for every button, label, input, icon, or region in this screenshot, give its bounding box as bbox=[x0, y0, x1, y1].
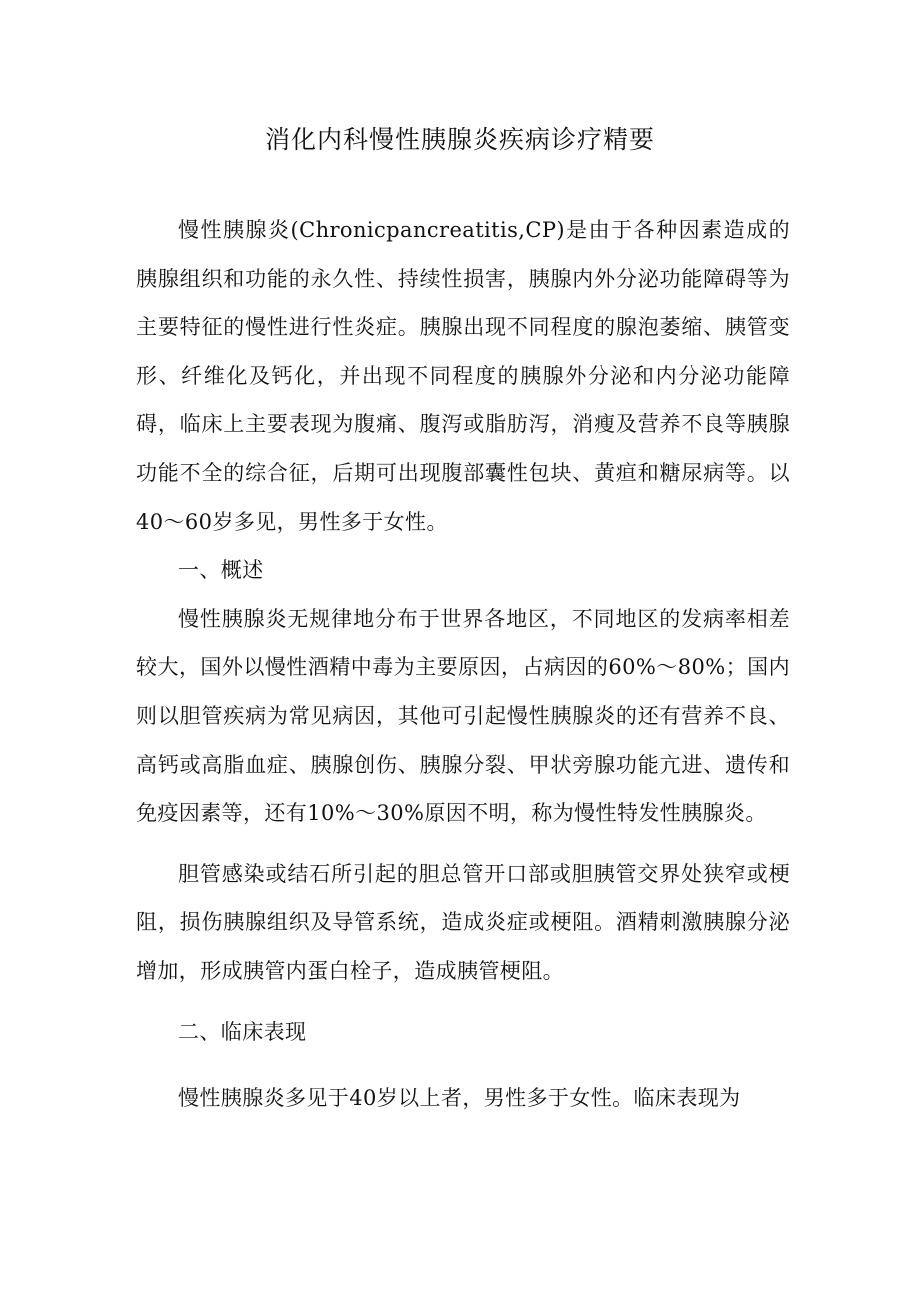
clinical-paragraph: 慢性胰腺炎多见于40岁以上者，男性多于女性。临床表现为 bbox=[178, 1086, 741, 1111]
overview-paragraph-mechanism: 胆管感染或结石所引起的胆总管开口部或胆胰管交界处狭窄或梗阻，损伤胰腺组织及导管系统，造成炎症或梗阻。酒精刺激胰腺分泌增加，形成胰管内蛋白栓子，造成胰管梗阻。 bbox=[136, 861, 790, 983]
paragraph-spacer bbox=[136, 1056, 790, 1074]
document-body bbox=[136, 206, 790, 1123]
section-heading-clinical: 二、临床表现 bbox=[178, 1019, 307, 1044]
overview-paragraph-causes: 慢性胰腺炎无规律地分布于世界各地区，不同地区的发病率相差较大，国外以慢性酒精中毒为主要原因，占病因的60%～80%；国内则以胆管疾病为常见病因，其他可引起慢性胰腺炎的还有营养不良、高钙或高脂血症、胰腺创伤、胰腺分裂、甲状旁腺功能亢进、遗传和免疫因素等，还有10%～30%原因不明，称为慢性特发性胰腺炎。 bbox=[136, 606, 790, 826]
paragraph-spacer bbox=[136, 996, 790, 1008]
paragraph-spacer bbox=[136, 838, 790, 850]
intro-paragraph: 慢性胰腺炎(Chronicpancreatitis,CP)是由于各种因素造成的胰腺组织和功能的永久性、持续性损害，胰腺内外分泌功能障碍等为主要特征的慢性进行性炎症。胰腺出现不同程度的腺泡萎缩、胰管变形、纤维化及钙化，并出现不同程度的胰腺外分泌和内分泌功能障碍，临床上主要表现为腹痛、腹泻或脂肪泻，消瘦及营养不良等胰腺功能不全的综合征，后期可出现腹部囊性包块、黄疸和糖尿病等。以40～60岁多见，男性多于女性。 bbox=[136, 218, 790, 534]
section-heading-overview: 一、概述 bbox=[178, 558, 264, 583]
document-title: 消化内科慢性胰腺炎疾病诊疗精要 bbox=[264, 125, 655, 154]
